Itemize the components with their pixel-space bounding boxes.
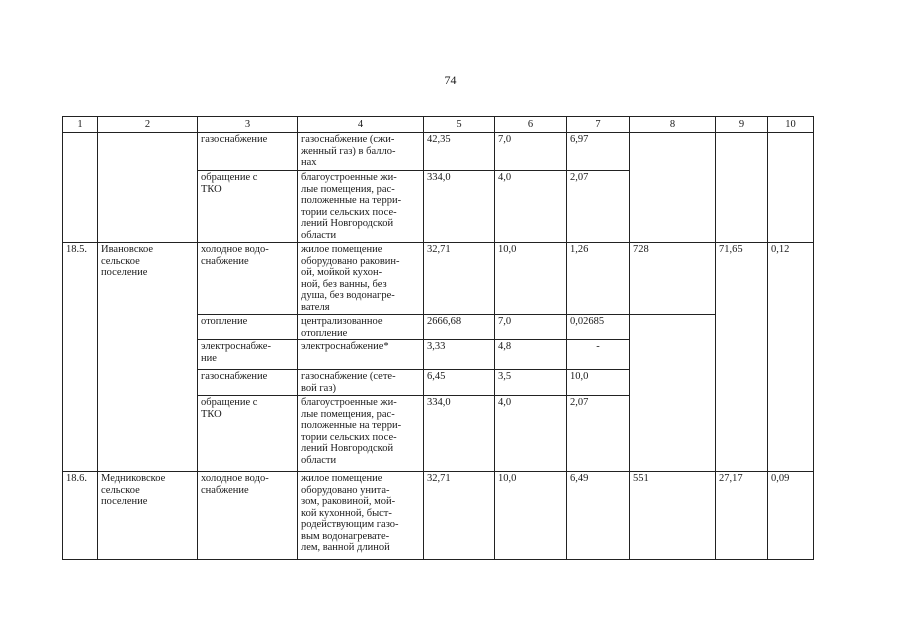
value-cell: 1,26 — [567, 243, 630, 315]
value-cell: 2,07 — [567, 171, 630, 243]
value-cell: 32,71 — [424, 472, 495, 560]
service-cell: холодное водо- снабжение — [198, 243, 298, 315]
value-cell: 4,0 — [495, 396, 567, 472]
header-cell: 8 — [630, 117, 716, 133]
value-cell: 10,0 — [495, 243, 567, 315]
header-cell: 7 — [567, 117, 630, 133]
value-cell: 6,97 — [567, 133, 630, 171]
service-cell: отопление — [198, 315, 298, 340]
header-cell: 4 — [298, 117, 424, 133]
description-cell: газоснабжение (сжи- женный газ) в балло- нах — [298, 133, 424, 171]
value-cell: 71,65 — [716, 243, 768, 472]
value-cell — [630, 315, 716, 472]
value-cell: 2666,68 — [424, 315, 495, 340]
value-cell: 3,33 — [424, 340, 495, 370]
value-cell: 0,12 — [768, 243, 814, 472]
value-cell: 0,02685 — [567, 315, 630, 340]
value-cell: 2,07 — [567, 396, 630, 472]
value-cell: 42,35 — [424, 133, 495, 171]
value-cell: - — [567, 340, 630, 370]
description-cell: централизованное отопление — [298, 315, 424, 340]
value-cell: 3,5 — [495, 370, 567, 396]
value-cell: 6,45 — [424, 370, 495, 396]
service-cell: электроснабже- ние — [198, 340, 298, 370]
value-cell: 10,0 — [567, 370, 630, 396]
value-cell: 4,0 — [495, 171, 567, 243]
row-number-cell: 18.5. — [63, 243, 98, 472]
value-cell: 32,71 — [424, 243, 495, 315]
description-cell: жилое помещение оборудовано раковин- ой, мойкой кухон- ной, без ванны, без душа, без водонагре- вателя — [298, 243, 424, 315]
page-number: 74 — [444, 73, 457, 87]
row-number-cell — [63, 133, 98, 243]
settlement-cell: Ивановское сельское поселение — [98, 243, 198, 472]
header-cell: 10 — [768, 117, 814, 133]
header-cell: 2 — [98, 117, 198, 133]
header-row — [63, 117, 814, 133]
header-cell: 3 — [198, 117, 298, 133]
value-cell: 7,0 — [495, 315, 567, 340]
value-cell: 6,49 — [567, 472, 630, 560]
value-cell — [630, 133, 716, 243]
table-row — [63, 243, 814, 315]
header-cell: 5 — [424, 117, 495, 133]
description-cell: электроснабжение* — [298, 340, 424, 370]
description-cell: благоустроенные жи- лые помещения, рас- положенные на терри- тории сельских посе- лений Новгородской области — [298, 396, 424, 472]
settlement-cell: Медниковское сельское поселение — [98, 472, 198, 560]
table-row — [63, 133, 814, 171]
service-cell: обращение с ТКО — [198, 396, 298, 472]
description-cell: газоснабжение (сете- вой газ) — [298, 370, 424, 396]
tariff-table — [62, 116, 814, 560]
value-cell: 4,8 — [495, 340, 567, 370]
value-cell: 728 — [630, 243, 716, 315]
service-cell: газоснабжение — [198, 370, 298, 396]
value-cell: 551 — [630, 472, 716, 560]
value-cell: 334,0 — [424, 171, 495, 243]
header-cell: 1 — [63, 117, 98, 133]
header-cell: 6 — [495, 117, 567, 133]
header-cell: 9 — [716, 117, 768, 133]
value-cell — [768, 133, 814, 243]
value-cell: 0,09 — [768, 472, 814, 560]
value-cell: 27,17 — [716, 472, 768, 560]
service-cell: газоснабжение — [198, 133, 298, 171]
value-cell: 10,0 — [495, 472, 567, 560]
description-cell: жилое помещение оборудовано унита- зом, раковиной, мой- кой кухонной, быст- родействующим газо- вым водонагревате- лем, ванной длиной — [298, 472, 424, 560]
row-number-cell: 18.6. — [63, 472, 98, 560]
service-cell: холодное водо- снабжение — [198, 472, 298, 560]
table-row — [63, 472, 814, 560]
value-cell: 7,0 — [495, 133, 567, 171]
description-cell: благоустроенные жи- лые помещения, рас- положенные на терри- тории сельских посе- лений Новгородской области — [298, 171, 424, 243]
value-cell — [716, 133, 768, 243]
value-cell: 334,0 — [424, 396, 495, 472]
settlement-cell — [98, 133, 198, 243]
service-cell: обращение с ТКО — [198, 171, 298, 243]
